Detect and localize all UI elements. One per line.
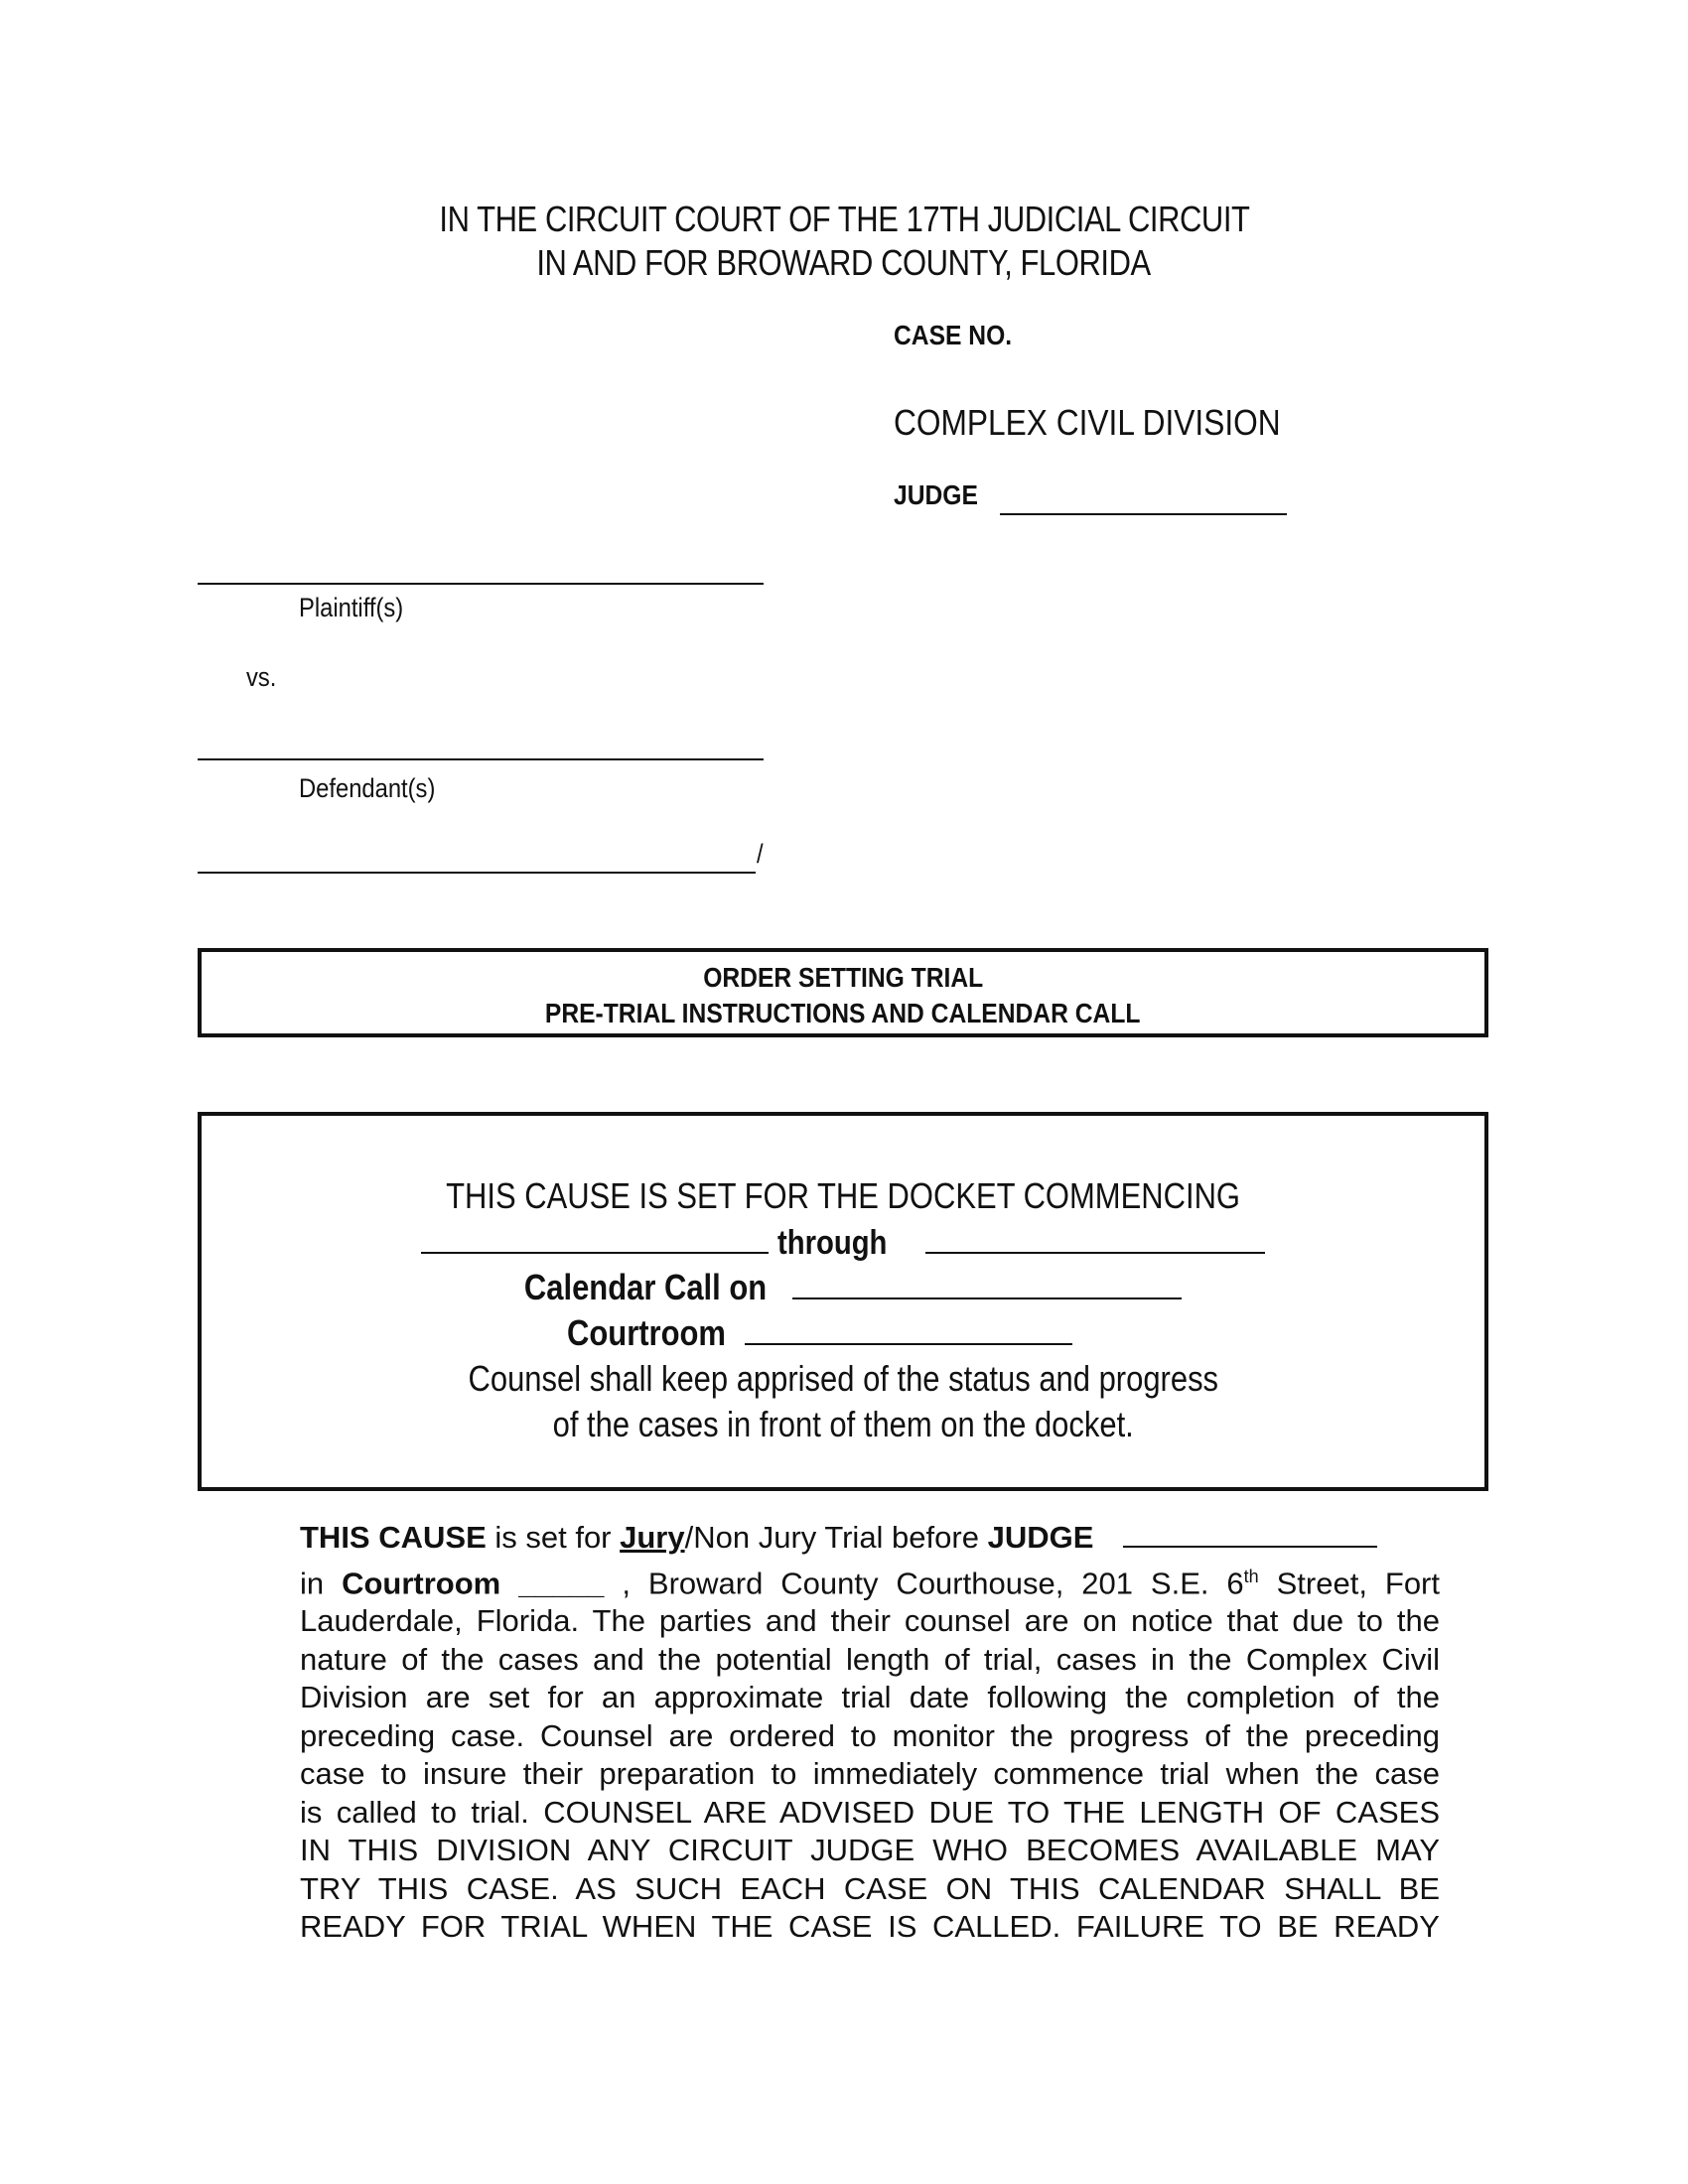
order-title-box <box>198 948 1488 1037</box>
paragraph-line-9: IN THIS DIVISION ANY CIRCUIT JUDGE WHO BECOMES AVAILABLE MAY <box>300 1833 1440 1868</box>
plaintiff-label: Plaintiff(s) <box>299 593 404 622</box>
order-title-line1: ORDER SETTING TRIAL <box>702 962 983 993</box>
docket-note-line2: of the cases in front of them on the docket. <box>552 1404 1134 1444</box>
paragraph-line-3: Lauderdale, Florida. The parties and their counsel are on notice that due to the <box>300 1603 1440 1639</box>
caption-slash: / <box>757 839 764 869</box>
paragraph-line-7: case to insure their preparation to immediately commence trial when the case <box>300 1756 1440 1792</box>
docket-start-blank[interactable] <box>421 1224 769 1254</box>
division-label: COMPLEX CIVIL DIVISION <box>894 402 1281 443</box>
paragraph-line-2: in Courtroom _____ , Broward County Courthouse, 201 S.E. 6th Street, Fort <box>300 1565 1440 1600</box>
docket-note-line1: Counsel shall keep apprised of the status and progress <box>468 1358 1218 1399</box>
docket-courtroom-blank[interactable] <box>745 1315 1072 1345</box>
caption-end-line <box>198 872 756 874</box>
court-heading-line2: IN AND FOR BROWARD COUNTY, FLORIDA <box>536 242 1152 283</box>
trial-order-paragraph <box>300 1519 1440 1947</box>
court-heading-line1: IN THE CIRCUIT COURT OF THE 17TH JUDICIAL CIRCUIT <box>438 199 1250 239</box>
case-no-label: CASE NO. <box>894 320 1013 350</box>
paragraph-line-4: nature of the cases and the potential length of trial, cases in the Complex Civil <box>300 1641 1440 1677</box>
paragraph-line-10: TRY THIS CASE. AS SUCH EACH CASE ON THIS CALENDAR SHALL BE <box>300 1870 1440 1906</box>
courtroom-line: Courtroom <box>172 1312 1455 1354</box>
calendar-call-blank[interactable] <box>792 1270 1182 1299</box>
calendar-call-line: Calendar Call on <box>202 1267 1484 1308</box>
trial-courtroom-blank[interactable]: _____ <box>518 1565 605 1600</box>
judge-label: JUDGE <box>894 479 978 510</box>
docket-end-blank[interactable] <box>925 1224 1265 1254</box>
paragraph-line-8: is called to trial. COUNSEL ARE ADVISED DUE TO THE LENGTH OF CASES <box>300 1794 1440 1830</box>
trial-judge-blank[interactable] <box>1123 1522 1377 1548</box>
docket-box <box>198 1112 1488 1491</box>
defendant-label: Defendant(s) <box>299 773 436 803</box>
docket-through-line: through <box>202 1221 1484 1263</box>
paragraph-line-11: READY FOR TRIAL WHEN THE CASE IS CALLED. FAILURE TO BE READY <box>300 1909 1440 1945</box>
paragraph-line-5: Division are set for an approximate trial date following the completion of the <box>300 1680 1440 1715</box>
docket-commencing-line: THIS CAUSE IS SET FOR THE DOCKET COMMENCING <box>446 1175 1240 1216</box>
paragraph-line-6: preceding case. Counsel are ordered to monitor the progress of the preceding <box>300 1717 1440 1753</box>
plaintiff-blank[interactable] <box>198 583 764 585</box>
vs-label: vs. <box>246 662 277 692</box>
order-title-line2: PRE-TRIAL INSTRUCTIONS AND CALENDAR CALL <box>545 998 1141 1028</box>
judge-blank[interactable] <box>1000 513 1287 515</box>
defendant-blank[interactable] <box>198 758 764 760</box>
paragraph-line-1: THIS CAUSE is set for Jury/Non Jury Trial before JUDGE <box>300 1519 1440 1558</box>
